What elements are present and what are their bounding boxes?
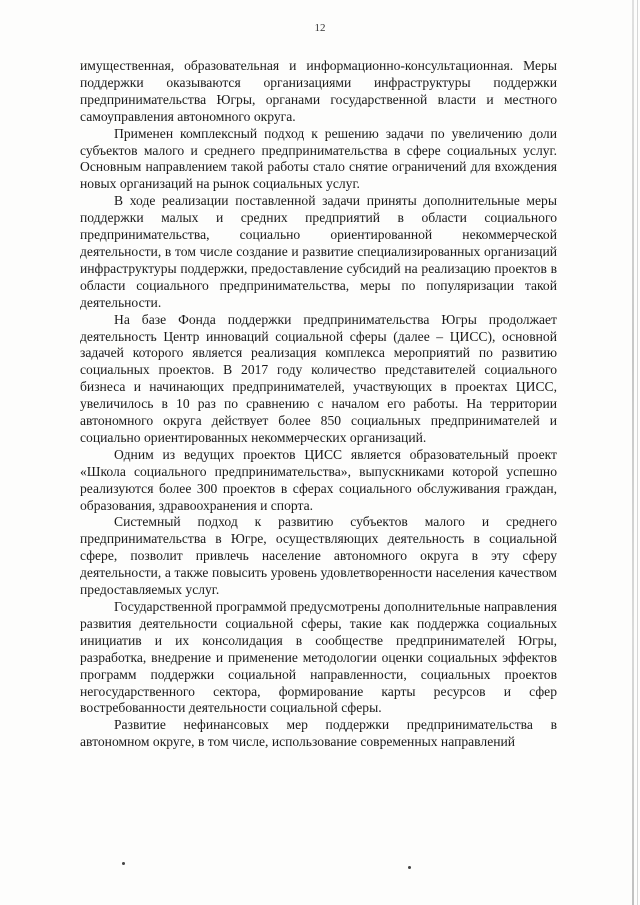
document-body	[80, 58, 557, 751]
paragraph-nonfinancial-measures: Развитие нефинансовых мер поддержки предпринимательства в автономном округе, в том числе, использование современных направлений	[80, 717, 557, 750]
paragraph-school-project: Одним из ведущих проектов ЦИСС является образовательный проект «Школа социального предпринимательства», выпускниками которой успешно реализуются более 300 проектов в сферах социального обслуживания граждан, образования, здравоохранения и спорта.	[80, 446, 557, 513]
paragraph-systemic-approach: Системный подход к развитию субъектов малого и среднего предпринимательства в Югре, осуществляющих деятельность в социальной сфере, позволит привлечь население автономного округа в эту сферу деятельности, а также повысить уровень удовлетворенности населения качеством предоставляемых услуг.	[80, 514, 557, 598]
paragraph-ciss-center: На базе Фонда поддержки предпринимательства Югры продолжает деятельность Центр инноваций социальной сферы (далее – ЦИСС), основной задачей которого является реализация комплекса мероприятий по развитию социальных проектов. В 2017 году количество представителей социального бизнеса и начинающих предпринимателей, участвующих в проектах ЦИСС, увеличилось в 10 раз по сравнению с началом его работы. На территории автономного округа действует более 850 социальных предпринимателей и социально ориентированных некоммерческих организаций.	[80, 311, 557, 445]
scan-speck	[122, 862, 125, 865]
scan-edge-shadow	[632, 0, 634, 905]
scan-speck	[408, 866, 411, 869]
page-number: 12	[314, 22, 326, 34]
scan-edge-line	[637, 0, 638, 905]
paragraph-continuation: имущественная, образовательная и информационно-консультационная. Меры поддержки оказываются организациями инфраструктуры поддержки предпринимательства Югры, органами государственной власти и местного самоуправления автономного округа.	[80, 58, 557, 124]
paragraph-additional-measures: В ходе реализации поставленной задачи приняты дополнительные меры поддержки малых и средних предприятий в области социального предпринимательства, социально ориентированной некоммерческой деятельности, в том числе создание и развитие специализированных организаций инфраструктуры поддержки, предоставление субсидий на реализацию проектов в области социального предпринимательства, меры по популяризации такой деятельности.	[80, 193, 557, 310]
paragraph-comprehensive-approach: Применен комплексный подход к решению задачи по увеличению доли субъектов малого и среднего предпринимательства в сфере социальных услуг. Основным направлением такой работы стало снятие ограничений для вхождения новых организаций на рынок социальных услуг.	[80, 125, 557, 192]
paragraph-state-program: Государственной программой предусмотрены дополнительные направления развития деятельности социальной сферы, такие как поддержка социальных инициатив и их консолидация в сообществе предпринимателей Югры, разработка, внедрение и применение методологии оценки социальных эффектов программ поддержки социальной направленности, социальных проектов негосударственного сектора, формирование карты ресурсов и сфер востребованности деятельности социальной сферы.	[80, 599, 557, 716]
